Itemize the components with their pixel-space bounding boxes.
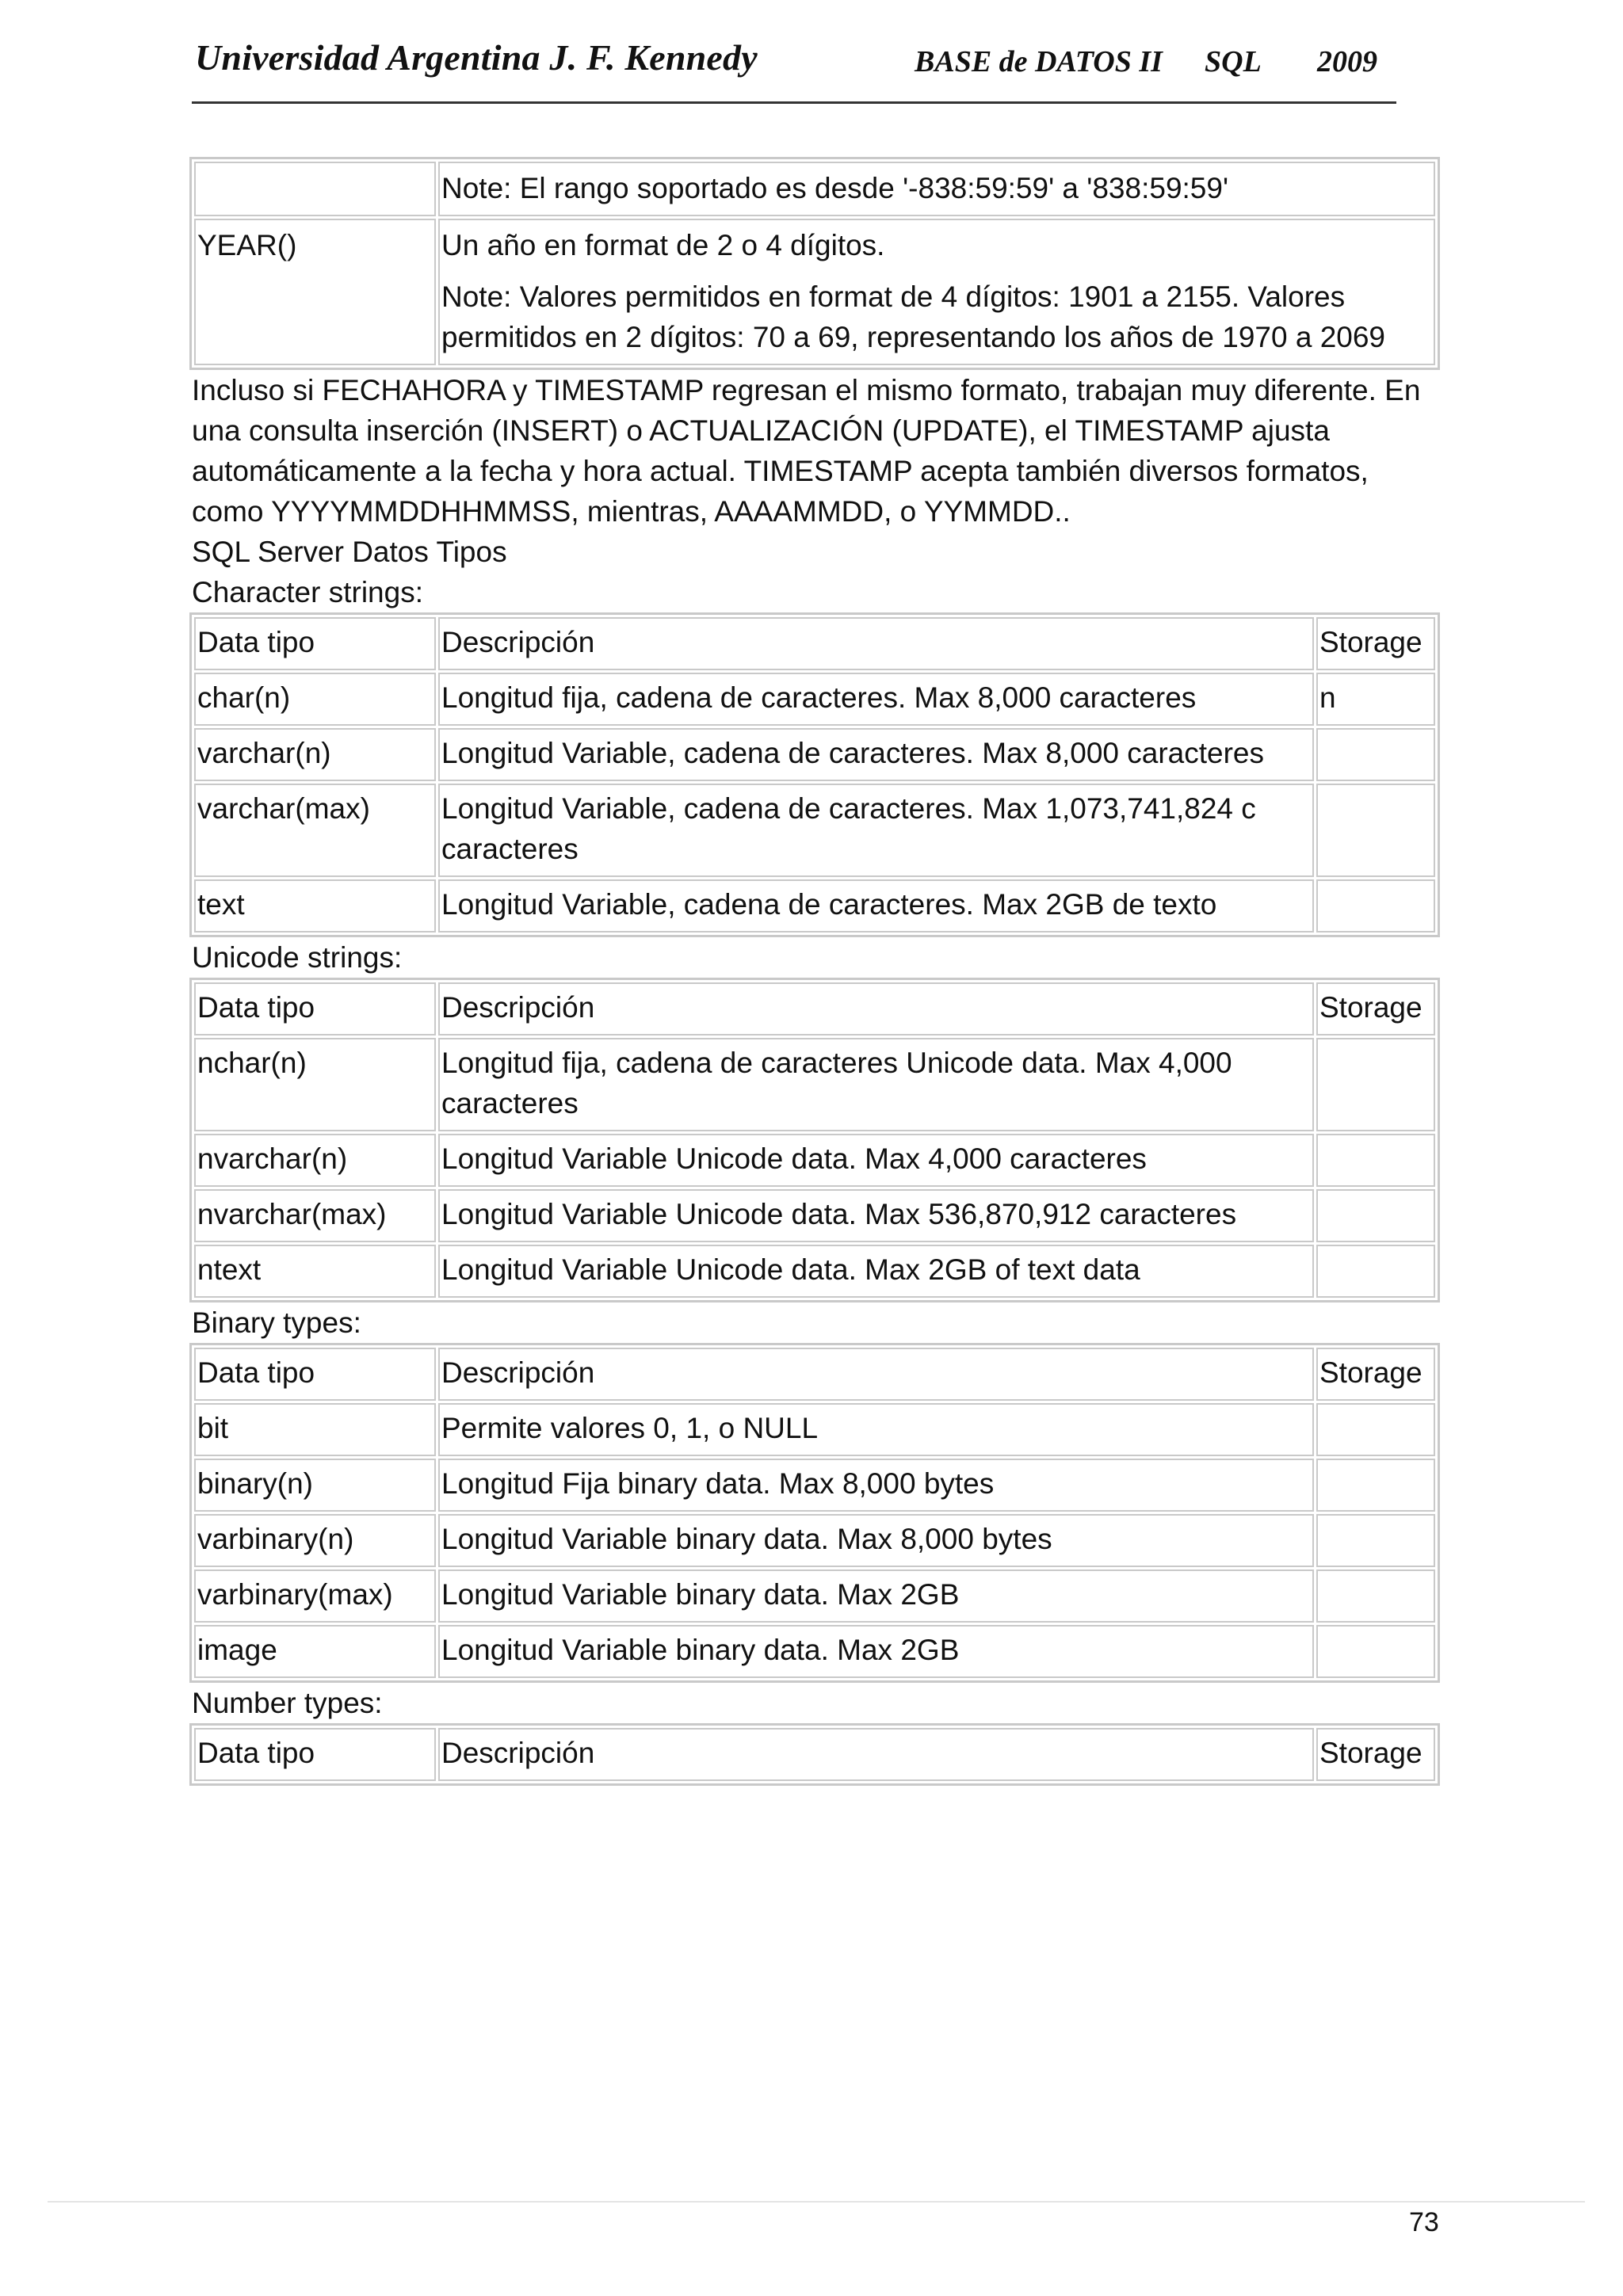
table-row — [194, 1625, 1435, 1678]
table-row — [194, 1459, 1435, 1512]
unicode-strings-title: Unicode strings: — [192, 941, 403, 974]
col-header-desc: Descripción — [438, 1728, 1314, 1781]
storage-cell — [1316, 1134, 1435, 1187]
col-header-storage: Storage — [1316, 1348, 1435, 1401]
desc-cell: Longitud Fija binary data. Max 8,000 bytes — [438, 1459, 1314, 1512]
storage-cell — [1316, 1189, 1435, 1242]
table-row — [194, 1189, 1435, 1242]
col-header-storage: Storage — [1316, 982, 1435, 1035]
storage-cell — [1316, 1403, 1435, 1456]
type-cell: nvarchar(n) — [194, 1134, 436, 1187]
type-cell: YEAR() — [194, 219, 436, 365]
col-header-storage: Storage — [1316, 1728, 1435, 1781]
type-cell: varchar(max) — [194, 784, 436, 877]
page-header — [192, 36, 1396, 104]
type-cell: char(n) — [194, 673, 436, 726]
storage-cell — [1316, 1514, 1435, 1567]
table-header-row — [194, 617, 1435, 670]
number-types-title: Number types: — [192, 1687, 383, 1719]
storage-cell — [1316, 1038, 1435, 1131]
col-header-type: Data tipo — [194, 1728, 436, 1781]
character-strings-table — [189, 612, 1440, 937]
col-header-desc: Descripción — [438, 1348, 1314, 1401]
type-cell: nvarchar(max) — [194, 1189, 436, 1242]
number-types-table — [189, 1723, 1440, 1786]
col-header-storage: Storage — [1316, 617, 1435, 670]
document-body — [192, 157, 1442, 1786]
storage-cell — [1316, 879, 1435, 933]
type-cell: bit — [194, 1403, 436, 1456]
unicode-strings-table — [189, 978, 1440, 1302]
storage-cell: n — [1316, 673, 1435, 726]
sql-server-title: SQL Server Datos Tipos — [192, 536, 507, 568]
desc-cell: Longitud Variable, cadena de caracteres. Max 8,000 caracteres — [438, 728, 1314, 781]
time-range-note: Note: El rango soportado es desde '-838:59:59' a '838:59:59' — [441, 172, 1229, 204]
storage-cell — [1316, 1569, 1435, 1623]
type-cell: nchar(n) — [194, 1038, 436, 1131]
desc-cell: Longitud fija, cadena de caracteres. Max 8,000 caracteres — [438, 673, 1314, 726]
storage-cell — [1316, 784, 1435, 877]
desc-cell: Permite valores 0, 1, o NULL — [438, 1403, 1314, 1456]
col-header-type: Data tipo — [194, 1348, 436, 1401]
table-row — [194, 673, 1435, 726]
table-header-row — [194, 1728, 1435, 1781]
table-row — [194, 1514, 1435, 1567]
desc-cell: Longitud Variable Unicode data. Max 4,000 caracteres — [438, 1134, 1314, 1187]
header-year: 2009 — [1317, 45, 1377, 78]
binary-types-table — [189, 1343, 1440, 1683]
table-row — [194, 784, 1435, 877]
type-cell: ntext — [194, 1245, 436, 1298]
col-header-desc: Descripción — [438, 982, 1314, 1035]
type-cell: varbinary(n) — [194, 1514, 436, 1567]
desc-cell: Longitud Variable binary data. Max 2GB — [438, 1625, 1314, 1678]
type-cell: varbinary(max) — [194, 1569, 436, 1623]
year-note: Note: Valores permitidos en format de 4 dígitos: 1901 a 2155. Valores permitidos en 2 dígitos: 70 a 69, representando los años de 1970 a 2069 — [441, 280, 1386, 353]
year-description: Un año en format de 2 o 4 dígitos. — [441, 229, 885, 261]
desc-cell: Longitud Variable Unicode data. Max 2GB of text data — [438, 1245, 1314, 1298]
desc-cell: Longitud fija, cadena de caracteres Unicode data. Max 4,000 caracteres — [438, 1038, 1314, 1131]
col-header-desc: Descripción — [438, 617, 1314, 670]
table-row — [194, 1403, 1435, 1456]
table-row — [194, 219, 1435, 365]
topic-label: SQL — [1205, 45, 1262, 78]
storage-cell — [1316, 728, 1435, 781]
table-row — [194, 879, 1435, 933]
col-header-type: Data tipo — [194, 617, 436, 670]
footer-divider — [48, 2201, 1585, 2203]
type-cell: varchar(n) — [194, 728, 436, 781]
type-cell: binary(n) — [194, 1459, 436, 1512]
table-row — [194, 1134, 1435, 1187]
page-number: 73 — [1409, 2207, 1439, 2237]
desc-cell: Longitud Variable, cadena de caracteres. Max 2GB de texto — [438, 879, 1314, 933]
table-row — [194, 1569, 1435, 1623]
type-cell: image — [194, 1625, 436, 1678]
desc-cell: Longitud Variable Unicode data. Max 536,870,912 caracteres — [438, 1189, 1314, 1242]
desc-cell: Longitud Variable binary data. Max 8,000 bytes — [438, 1514, 1314, 1567]
desc-cell — [438, 219, 1435, 365]
table-row — [194, 728, 1435, 781]
col-header-type: Data tipo — [194, 982, 436, 1035]
table-row — [194, 1245, 1435, 1298]
storage-cell — [1316, 1245, 1435, 1298]
character-strings-title: Character strings: — [192, 576, 423, 608]
storage-cell — [1316, 1625, 1435, 1678]
type-cell: text — [194, 879, 436, 933]
timestamp-paragraph: Incluso si FECHAHORA y TIMESTAMP regresan el mismo formato, trabajan muy diferente. En una consulta inserción (INSERT) o ACTUALIZACIÓN (UPDATE), el TIMESTAMP ajusta automáticamente a la fecha y hora actual. TIMESTAMP acepta también diversos formatos, como YYYYMMDDHHMMSS, mientras, AAAAMMDD, o YYMMDD.. — [192, 374, 1421, 528]
table-row — [194, 1038, 1435, 1131]
desc-cell: Longitud Variable binary data. Max 2GB — [438, 1569, 1314, 1623]
type-cell — [194, 162, 436, 216]
course-name: BASE de DATOS II — [915, 45, 1163, 78]
desc-cell — [438, 162, 1435, 216]
university-name: Universidad Argentina J. F. Kennedy — [195, 37, 758, 78]
desc-cell: Longitud Variable, cadena de caracteres. Max 1,073,741,824 c caracteres — [438, 784, 1314, 877]
storage-cell — [1316, 1459, 1435, 1512]
binary-types-title: Binary types: — [192, 1306, 361, 1339]
table-row — [194, 162, 1435, 216]
table-header-row — [194, 982, 1435, 1035]
time-types-table-continued — [189, 157, 1440, 370]
table-header-row — [194, 1348, 1435, 1401]
